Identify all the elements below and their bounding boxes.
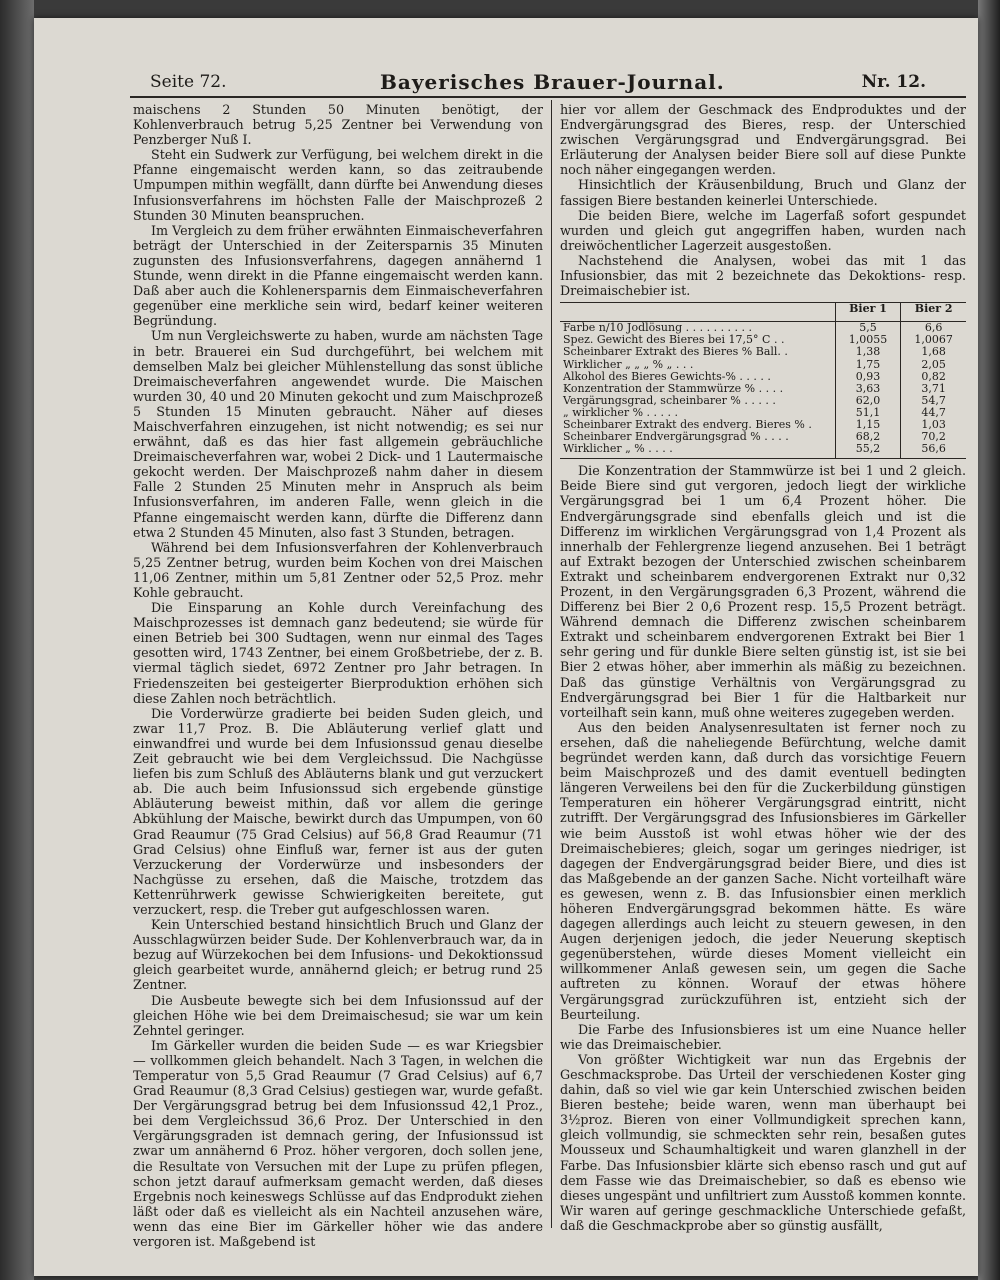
value-bier-2: 2,05 — [901, 359, 966, 371]
paragraph: Die Einsparung an Kohle durch Vereinfachung des Maischprozesses ist demnach ganz bedeutend; sie würde für einen Betrieb bei 300 Sudtagen, wenn nur einmal des Tages gesotten wird, 1743 Zentner, bei einem Großbetriebe, der z. B. viermal täglich siedet, 6972 Zentner pro Jahr betragen. In Friedenszeiten bei gesteigerter Bierproduktion erhöhen sich diese Zahlen noch beträchtlich. — [133, 600, 543, 706]
paragraph: maischens 2 Stunden 50 Minuten benötigt, der Kohlenverbrauch betrug 5,25 Zentner bei Verwendung von Penzberger Nuß I. — [133, 102, 543, 148]
value-bier-2: 6,6 — [901, 322, 966, 335]
paragraph: Die Vorderwürze gradierte bei beiden Suden gleich, und zwar 11,7 Proz. B. Die Abläuterung verlief glatt und einwandfrei und wurde bei dem Infusionssud genau dieselbe Zeit gebraucht wie bei dem Vergleichssud. Die Nachgüsse liefen bis zum Schluß des Abläuterns blank und gut verzuckert ab. Die auch beim Infusionssud sich ergebende günstige Abläuterung beweist mithin, daß vor allem die geringe Abkühlung der Maische, bewirkt durch das Umpumpen, von 60 Grad Reaumur (75 Grad Celsius) auf 56,8 Grad Reaumur (71 Grad Celsius) ohne Einfluß war, ferner ist aus der guten Verzuckerung der Vorderwürze und insbesonders der Nachgüsse zu ersehen, daß die Maische, trotzdem das Kettenrührwerk gewisse Schwierigkeiten bereitete, gut verzuckert, resp. die Treber gut aufgeschlossen waren. — [133, 705, 543, 917]
table-header-row — [560, 303, 966, 322]
row-label: Scheinbarer Extrakt des Bieres % Ball. . — [563, 345, 788, 359]
page-header — [110, 64, 966, 94]
value-bier-2: 1,0067 — [901, 334, 966, 346]
row-label: „ wirklicher % . . . . . — [563, 405, 679, 419]
row-label: Wirklicher „ „ „ % „ . . . — [563, 357, 694, 371]
table-row — [560, 371, 966, 383]
paragraph: Aus den beiden Analysenresultaten ist ferner noch zu ersehen, daß die naheliegende Befürchtung, welche damit begründet werden kann, daß durch das vorsichtige Feuern beim Maischprozeß und des damit eventuell bedingten längeren Verweilens bei den für die Zuckerbildung günstigen Temperaturen ein höherer Vergärungsgrad eintritt, nicht zutrifft. Der Vergärungsgrad des Infusionsbieres im Gärkeller wie beim Ausstoß ist wohl etwas höher wie der des Dreimaischebieres; gleich, sogar um geringes niedriger, ist dagegen der Endvergärungsgrad beider Biere, und dies ist das Maßgebende an der ganzen Sache. Nicht vorteilhaft wäre es gewesen, wenn z. B. das Infusionsbier einen merklich höheren Endvergärungsgrad bekommen hätte. Es wäre dagegen allerdings auch leicht zu steuern gewesen, in den Augen derjenigen jedoch, die jeder Neuerung skeptisch gegenüberstehen, würde dieses Moment vielleicht ein willkommener Anlaß gewesen sein, um gegen die Sache auftreten zu können. Worauf der etwas höhere Vergärungsgrad zurückzuführen ist, entzieht sich der Beurteilung. — [560, 719, 966, 1022]
paragraph: Die Farbe des Infusionsbieres ist um eine Nuance heller wie das Dreimaischebier. — [560, 1021, 966, 1052]
header-rule — [130, 96, 966, 98]
column-header-bier-1: Bier 1 — [835, 303, 901, 322]
value-bier-1: 62,0 — [835, 395, 901, 407]
paragraph: Die beiden Biere, welche im Lagerfaß sofort gespundet wurden und gleich gut angegriffen haben, wurden nach dreiwöchentlicher Lagerzeit ausgestoßen. — [560, 207, 966, 253]
column-divider — [551, 100, 552, 1228]
row-label: Alkohol des Bieres Gewichts-% . . . . . — [563, 369, 771, 383]
table-header-label — [560, 303, 835, 322]
paragraph: hier vor allem der Geschmack des Endproduktes und der Endvergärungsgrad des Bieres, resp. der Unterschied zwischen Vergärungsgrad und Endvergärungsgrad. Bei Erläuterung der Analysen beider Biere soll auf diese Punkte noch näher eingegangen werden. — [560, 102, 966, 178]
paragraph: Hinsichtlich der Kräusenbildung, Bruch und Glanz der fassigen Biere bestanden keinerlei Unterschiede. — [560, 177, 966, 208]
value-bier-2: 3,71 — [901, 383, 966, 395]
row-label: Scheinbarer Endvergärungsgrad % . . . . — [563, 430, 789, 444]
paragraph: Von größter Wichtigkeit war nun das Ergebnis der Geschmacksprobe. Das Urteil der verschiedenen Koster ging dahin, daß so viel wie gar kein Unterschied zwischen beiden Bieren bestehe; beide waren, wenn man überhaupt bei 3½proz. Bieren von einer Vollmundigkeit sprechen kann, gleich vollmundig, sie schmeckten sehr rein, besaßen gutes Mousseux und Schaumhaltigkeit und waren glanzhell in der Farbe. Das Infusionsbier klärte sich ebenso rasch und gut auf dem Fasse wie das Dreimaischebier, so daß es ebenso wie dieses ungespänt und unfiltriert zum Ausstoß kommen konnte. Wir waren auf geringe geschmackliche Unterschiede gefaßt, daß die Geschmackprobe aber so günstig ausfällt, — [560, 1051, 966, 1233]
column-header-bier-2: Bier 2 — [901, 303, 966, 322]
row-label: Spez. Gewicht des Bieres bei 17,5° C . . — [563, 333, 785, 347]
value-bier-2: 1,03 — [901, 419, 966, 431]
value-bier-1: 0,93 — [835, 371, 901, 383]
paragraph: Im Vergleich zu dem früher erwähnten Einmaischeverfahren beträgt der Unterschied in der Zeitersparnis 35 Minuten zugunsten des Infusionsverfahrens, dagegen annähernd 1 Stunde, wenn direkt in die Pfanne eingemaischt werden kann. Daß aber auch die Kohlenersparnis dem Einmaischeverfahren gegenüber eine merkliche sein wird, bedarf keiner weiteren Begründung. — [133, 222, 543, 329]
table-row — [560, 359, 966, 371]
paragraph: Kein Unterschied bestand hinsichtlich Bruch und Glanz der Ausschlagwürzen beider Sude. Der Kohlenverbrauch war, da in bezug auf Würzekochen bei dem Infusions- und Dekoktionssud gleich gearbeitet wurde, annähernd gleich; er betrug rund 25 Zentner. — [133, 917, 543, 993]
paragraph: Um nun Vergleichswerte zu haben, wurde am nächsten Tage in betr. Brauerei ein Sud durchgeführt, bei welchem mit demselben Malz bei gleicher Mühlenstellung das sonst übliche Dreimaischeverfahren angewendet wurde. Die Maischen wurden 30, 40 und 20 Minuten gekocht und zum Maischprozeß 5 Stunden 15 Minuten gebraucht. Näher auf dieses Maischverfahren einzugehen, ist nicht notwendig; es sei nur erwähnt, daß es das hier fast allgemein gebräuchliche Dreimaischeverfahren war, wobei 2 Dick- und 1 Lautermaische gekocht werden. Der Maischprozeß nahm daher in diesem Falle 2 Stunden 25 Minuten mehr in Anspruch als beim Infusionsverfahren, im anderen Falle, wenn gleich in die Pfanne eingemaischt werden kann, dürfte die Differenz dann etwa 2 Stunden 45 Minuten, also fast 3 Stunden, betragen. — [133, 328, 543, 540]
left-column — [133, 102, 543, 1250]
paragraph: Nachstehend die Analysen, wobei das mit 1 das Infusionsbier, das mit 2 bezeichnete das Dekoktions- resp. Dreimaischebier ist. — [560, 252, 966, 299]
row-label: Scheinbarer Extrakt des endverg. Bieres % . — [563, 417, 812, 431]
value-bier-1: 5,5 — [835, 322, 901, 335]
value-bier-2: 1,68 — [901, 346, 966, 358]
value-bier-1: 1,75 — [835, 359, 901, 371]
paragraph: Die Ausbeute bewegte sich bei dem Infusionssud auf der gleichen Höhe wie bei dem Dreimaischesud; sie war um kein Zehntel geringer. — [133, 992, 543, 1038]
table-row — [560, 443, 966, 459]
value-bier-1: 1,15 — [835, 419, 901, 431]
value-bier-1: 68,2 — [835, 431, 901, 443]
scan-edge-left — [0, 0, 34, 1280]
value-bier-1: 51,1 — [835, 407, 901, 419]
value-bier-2: 0,82 — [901, 371, 966, 383]
scan-edge-right — [978, 0, 1000, 1280]
journal-title: Bayerisches Brauer-Journal. — [380, 70, 725, 94]
value-bier-1: 3,63 — [835, 383, 901, 395]
paragraph: Während bei dem Infusionsverfahren der Kohlenverbrauch 5,25 Zentner betrug, wurden beim Kochen von drei Maischen 11,06 Zentner, mithin um 5,81 Zentner oder 52,5 Proz. mehr Kohle gebraucht. — [133, 539, 543, 600]
value-bier-2: 54,7 — [901, 395, 966, 407]
analysis-table — [560, 302, 966, 459]
table-row — [560, 346, 966, 358]
row-label: Konzentration der Stammwürze % . . . . — [563, 381, 784, 395]
paragraph: Steht ein Sudwerk zur Verfügung, bei welchem direkt in die Pfanne eingemaischt werden kann, so das zeitraubende Umpumpen mithin wegfällt, dann dürfte bei Anwendung dieses Infusionsverfahrens im höchsten Falle der Maischprozeß 2 Stunden 30 Minuten beanspruchen. — [133, 147, 543, 223]
paragraph: Im Gärkeller wurden die beiden Sude — es war Kriegsbier — vollkommen gleich behandelt. Nach 3 Tagen, in welchen die Temperatur von 5,5 Grad Reaumur (7 Grad Celsius) auf 6,7 Grad Reaumur (8,3 Grad Celsius) gestiegen war, wurde gefaßt. Der Vergärungsgrad betrug bei dem Infusionssud 42,1 Proz., bei dem Vergleichssud 36,6 Proz. Der Unterschied in den Vergärungsgraden ist demnach gering, der Infusionssud ist zwar um annähernd 6 Proz. höher vergoren, doch sollen jene, die Resultate von Versuchen mit der Lupe zu prüfen pflegen, schon jetzt darauf aufmerksam gemacht werden, daß dieses Ergebnis noch keineswegs Schlüsse auf das Endprodukt ziehen läßt oder daß es vielleicht als ein Nachteil anzusehen wäre, wenn das eine Bier im Gärkeller höher wie das andere vergoren ist. Maßgebend ist — [133, 1037, 543, 1250]
page-number: Seite 72. — [150, 72, 227, 92]
paragraph: Die Konzentration der Stammwürze ist bei 1 und 2 gleich. Beide Biere sind gut vergoren, jedoch liegt der wirkliche Vergärungsgrad bei 1 um 6,4 Prozent höher. Die Endvergärungsgrade sind ebenfalls gleich und ist die Differenz im wirklichen Vergärungsgrad von 1,4 Prozent als innerhalb der Fehlergrenze liegend anzusehen. Bei 1 beträgt auf Extrakt bezogen der Unterschied zwischen scheinbarem Extrakt und scheinbarem endvergorenen Extrakt nur 0,32 Prozent, in den Vergärungsgraden 6,3 Prozent, während die Differenz bei Bier 2 0,6 Prozent resp. 15,5 Prozent beträgt. Während demnach die Differenz zwischen scheinbarem Extrakt und scheinbarem endvergorenen Extrakt bei Bier 1 sehr gering und für dunkle Biere selten günstig ist, ist sie bei Bier 2 etwas höher, aber immerhin als mäßig zu bezeichnen. Daß das günstige Verhältnis von Vergärungsgrad zu Endvergärungsgrad bei Bier 1 für die Haltbarkeit nur vorteilhaft sein kann, muß ohne weiteres zugegeben werden. — [560, 463, 966, 720]
value-bier-2: 44,7 — [901, 407, 966, 419]
value-bier-1: 1,38 — [835, 346, 901, 358]
table-row — [560, 383, 966, 395]
right-column — [560, 102, 966, 1233]
value-bier-2: 70,2 — [901, 431, 966, 443]
issue-number: Nr. 12. — [861, 72, 926, 92]
row-label: Vergärungsgrad, scheinbarer % . . . . . — [563, 393, 776, 407]
row-label: Farbe n/10 Jodlösung . . . . . . . . . . — [563, 321, 753, 335]
value-bier-1: 55,2 — [835, 443, 901, 459]
value-bier-2: 56,6 — [901, 443, 966, 459]
value-bier-1: 1,0055 — [835, 334, 901, 346]
row-label: Wirklicher „ % . . . . — [560, 443, 835, 459]
